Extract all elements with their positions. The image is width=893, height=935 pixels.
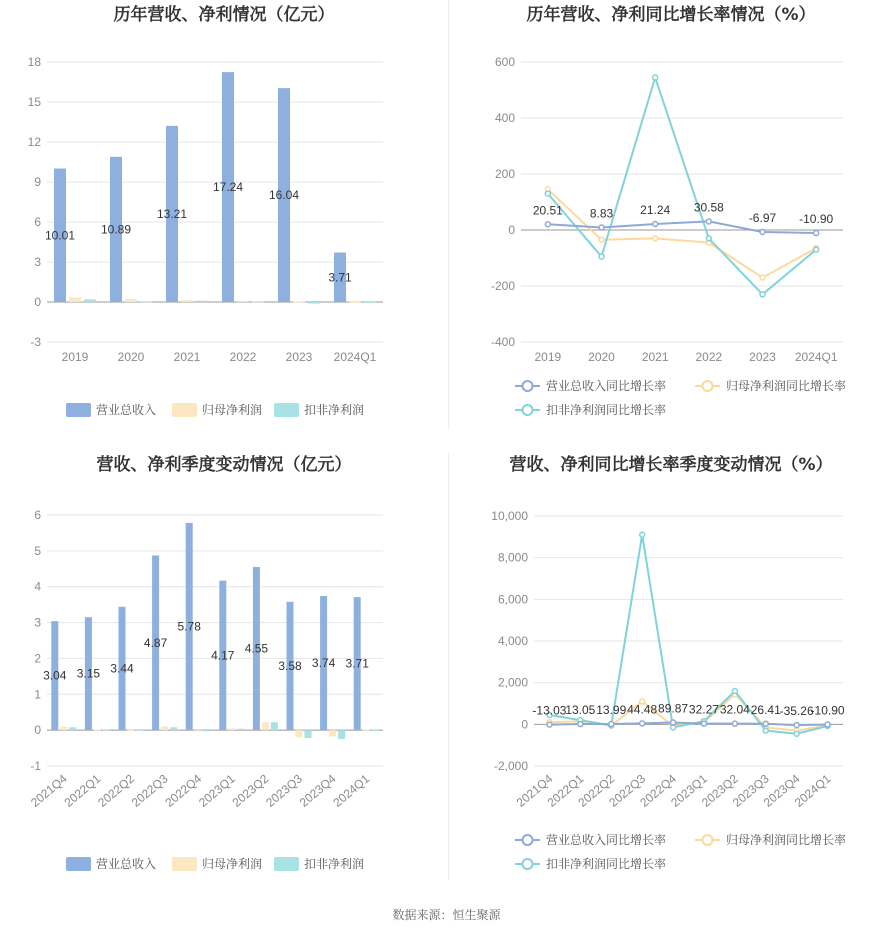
bar-deducted-profit <box>252 301 264 302</box>
y-tick-label: 600 <box>494 55 515 69</box>
series-point <box>794 723 799 728</box>
data-label: -6.97 <box>748 210 777 225</box>
y-tick-label: 3 <box>34 615 41 630</box>
series-point <box>706 219 711 224</box>
bar-parent-profit <box>296 730 303 737</box>
bar-parent-profit <box>125 299 137 302</box>
y-tick-label: 6 <box>34 215 41 229</box>
data-label: 3.04 <box>43 668 67 683</box>
y-tick-label: 0 <box>521 717 528 732</box>
data-label: 44.48 <box>627 702 658 717</box>
y-tick-label: 0 <box>34 723 41 738</box>
y-tick-label: 2 <box>34 651 41 666</box>
data-label: 5.78 <box>177 619 201 634</box>
y-tick-label: -200 <box>490 279 515 293</box>
data-label: 10.89 <box>100 222 132 237</box>
series-point <box>760 229 765 234</box>
bar-deducted-profit <box>196 301 208 302</box>
legend-label: 扣非净利润 <box>304 857 365 871</box>
series-point <box>599 237 604 242</box>
series-point <box>578 722 583 727</box>
y-tick-label: 4,000 <box>497 634 528 648</box>
data-label: 13.99 <box>596 703 627 718</box>
x-tick-label: 2023Q2 <box>699 771 741 810</box>
legend-swatch <box>172 857 197 871</box>
y-tick-label: 10,000 <box>491 509 528 523</box>
data-label: -13.03 <box>532 703 567 718</box>
legend-label: 扣非净利润同比增长率 <box>546 857 667 871</box>
x-tick-label: 2023Q4 <box>760 771 803 810</box>
series-point <box>653 75 658 80</box>
y-tick-label: 2,000 <box>497 675 528 690</box>
bar-parent-profit <box>237 301 249 302</box>
legend-label: 扣非净利润 <box>304 403 365 417</box>
bar-parent-profit <box>195 730 202 731</box>
y-tick-label: 9 <box>34 175 41 189</box>
data-label: -35.26 <box>779 704 814 719</box>
series-point <box>640 721 645 726</box>
y-tick-label: 12 <box>27 135 41 149</box>
x-tick-label: 2023Q1 <box>196 771 238 810</box>
series-point <box>763 721 768 726</box>
y-tick-label: -400 <box>490 335 515 349</box>
y-tick-label: 5 <box>34 543 41 558</box>
bar-parent-profit <box>228 728 235 730</box>
x-tick-label: 2021Q4 <box>513 771 556 810</box>
bar-deducted-profit <box>237 729 244 730</box>
series-point <box>599 254 604 259</box>
bar-deducted-profit <box>140 301 152 302</box>
chart-title: 历年营收、净利同比增长率情况（%） <box>526 5 816 25</box>
x-tick-label: 2022Q1 <box>61 771 104 810</box>
legend-label: 归母净利润同比增长率 <box>726 379 847 393</box>
chart-annual-revenue-profit <box>0 0 448 430</box>
bar-parent-profit <box>293 301 305 302</box>
legend-marker <box>523 381 533 391</box>
data-label: 4.87 <box>143 635 168 650</box>
legend-swatch <box>274 857 299 871</box>
series-point <box>701 721 706 726</box>
data-label: 30.58 <box>693 200 724 215</box>
legend-label: 营业总收入同比增长率 <box>546 379 667 393</box>
legend-swatch <box>66 403 91 417</box>
x-tick-label: 2022Q2 <box>95 771 137 810</box>
x-tick-label: 2022Q3 <box>128 771 171 810</box>
x-tick-label: 2023Q3 <box>729 771 772 810</box>
series-point <box>760 275 765 280</box>
legend-marker <box>523 405 533 415</box>
x-tick-label: 2021 <box>641 350 669 364</box>
bar-deducted-profit <box>338 730 345 739</box>
x-tick-label: 2022 <box>695 350 723 364</box>
series-point <box>706 236 711 241</box>
x-tick-label: 2019 <box>534 350 562 364</box>
bar-deducted-profit <box>170 727 177 730</box>
y-tick-label: 400 <box>494 111 515 125</box>
y-tick-label: 0 <box>34 295 41 309</box>
chart-svg-annual-growth <box>449 0 893 430</box>
series-point <box>732 689 737 694</box>
x-tick-label: 2024Q1 <box>794 350 838 364</box>
x-tick-label: 2021Q4 <box>28 771 70 810</box>
chart-title: 营收、净利季度变动情况（亿元） <box>96 455 352 475</box>
x-tick-label: 2021 <box>173 350 201 364</box>
data-label: 3.71 <box>328 270 352 285</box>
data-label: 3.71 <box>345 656 369 671</box>
legend-swatch <box>172 403 197 417</box>
x-tick-label: 2023 <box>749 350 776 364</box>
series-point <box>653 236 658 241</box>
legend-swatch <box>274 403 299 417</box>
bar-parent-profit <box>329 730 336 736</box>
data-label: 17.24 <box>212 180 244 195</box>
series-point <box>732 721 737 726</box>
chart-svg-annual-revenue <box>0 0 448 430</box>
legend-marker <box>523 835 533 845</box>
data-label: 21.24 <box>640 203 671 218</box>
y-tick-label: 18 <box>27 55 41 69</box>
y-tick-label: 15 <box>27 95 41 109</box>
y-tick-label: 6,000 <box>497 592 528 607</box>
chart-title: 营收、净利同比增长率季度变动情况（%） <box>509 455 833 475</box>
y-tick-label: -1 <box>30 759 41 773</box>
y-tick-label: 3 <box>34 255 41 269</box>
bar-parent-profit <box>181 300 193 302</box>
y-tick-label: 6 <box>34 508 41 522</box>
data-source: 数据来源：恒生聚源 <box>392 908 501 922</box>
x-tick-label: 2024Q1 <box>791 771 834 810</box>
series-point <box>599 225 604 230</box>
data-label: 4.17 <box>211 648 235 663</box>
series-point <box>671 720 676 725</box>
legend-label: 归母净利润 <box>202 857 263 871</box>
chart-quarterly-growth <box>449 450 893 890</box>
y-tick-label: 1 <box>34 687 41 702</box>
y-tick-label: 0 <box>508 223 515 237</box>
series-point <box>814 231 819 236</box>
y-tick-label: 8,000 <box>497 550 528 565</box>
chart-annual-growth <box>449 0 893 430</box>
series-line-parent <box>548 189 816 277</box>
x-tick-label: 2023Q3 <box>263 771 305 810</box>
data-label: -10.90 <box>810 703 845 718</box>
bar-parent-profit <box>262 722 269 730</box>
series-point <box>545 191 550 196</box>
x-tick-label: 2022Q3 <box>606 771 649 810</box>
series-point <box>825 722 830 727</box>
legend-marker <box>703 835 713 845</box>
bar-deducted-profit <box>69 727 76 730</box>
data-label: 26.41 <box>750 702 781 717</box>
y-tick-label: 4 <box>34 579 41 594</box>
chart-svg-quarterly-growth <box>449 450 893 890</box>
x-tick-label: 2023Q4 <box>296 771 339 810</box>
data-label: 8.83 <box>589 206 614 221</box>
data-label: 3.58 <box>278 658 302 673</box>
data-label: 3.44 <box>110 661 134 676</box>
data-label: 3.74 <box>311 656 336 671</box>
chart-svg-quarterly-revenue <box>0 450 448 890</box>
data-label: 32.04 <box>719 702 750 717</box>
data-label: 13.05 <box>565 703 596 718</box>
series-point <box>545 222 550 227</box>
legend-label: 扣非净利润同比增长率 <box>546 403 667 417</box>
x-tick-label: 2023Q1 <box>668 771 710 810</box>
bar-parent-profit <box>161 727 168 731</box>
legend-label: 营业总收入 <box>96 857 157 871</box>
legend-label: 营业总收入 <box>96 403 157 417</box>
bar-deducted-profit <box>372 730 379 731</box>
bar-deducted-profit <box>271 722 278 730</box>
bar-deducted-profit <box>137 730 144 731</box>
series-line-deducted <box>548 77 816 294</box>
x-tick-label: 2024Q1 <box>330 771 373 810</box>
legend-marker <box>703 381 713 391</box>
legend-marker <box>523 859 533 869</box>
data-label: 10.01 <box>44 228 76 243</box>
bar-parent-profit <box>349 302 361 303</box>
x-tick-label: 2023Q2 <box>229 771 272 810</box>
y-tick-label: -2,000 <box>493 759 528 773</box>
bar-parent-profit <box>60 727 67 731</box>
y-tick-label: 200 <box>494 167 515 181</box>
bar-deducted-profit <box>305 730 312 738</box>
x-tick-label: 2020 <box>588 350 615 364</box>
series-point <box>763 728 768 733</box>
x-tick-label: 2019 <box>61 350 89 364</box>
bar-deducted-profit <box>308 302 320 304</box>
bar-deducted-profit <box>103 730 110 731</box>
bar-parent-profit <box>363 729 370 730</box>
data-label: 20.51 <box>532 203 563 218</box>
x-tick-label: 2020 <box>117 350 145 364</box>
bar-parent-profit <box>69 297 81 302</box>
series-point <box>653 222 658 227</box>
x-tick-label: 2022Q4 <box>162 771 205 810</box>
legend-label: 营业总收入同比增长率 <box>546 833 667 847</box>
data-label: 32.27 <box>688 702 719 717</box>
bar-parent-profit <box>94 729 101 730</box>
y-tick-label: -3 <box>30 335 41 349</box>
chart-title: 历年营收、净利情况（亿元） <box>113 5 335 25</box>
legend-label: 归母净利润 <box>202 403 263 417</box>
series-point <box>760 292 765 297</box>
legend-swatch <box>66 857 91 871</box>
data-label: 89.87 <box>658 701 689 716</box>
data-label: 16.04 <box>268 188 300 203</box>
bar-deducted-profit <box>204 730 211 731</box>
x-tick-label: 2022 <box>229 350 257 364</box>
x-tick-label: 2022Q2 <box>575 771 618 810</box>
series-point <box>640 532 645 537</box>
series-point <box>609 722 614 727</box>
data-label: 3.15 <box>76 666 101 681</box>
data-label: 4.55 <box>244 641 269 656</box>
bar-parent-profit <box>128 730 135 731</box>
series-point <box>547 722 552 727</box>
x-tick-label: 2023 <box>285 350 313 364</box>
data-label: 13.21 <box>156 206 188 221</box>
series-point <box>794 731 799 736</box>
legend-label: 归母净利润同比增长率 <box>726 833 847 847</box>
chart-quarterly-revenue-profit <box>0 450 448 890</box>
x-tick-label: 2022Q4 <box>637 771 679 810</box>
x-tick-label: 2022Q1 <box>544 771 587 810</box>
series-point <box>814 247 819 252</box>
data-label: -10.90 <box>799 212 834 227</box>
bar-deducted-profit <box>84 299 96 302</box>
bar-deducted-profit <box>364 302 376 303</box>
x-tick-label: 2024Q1 <box>333 350 377 364</box>
